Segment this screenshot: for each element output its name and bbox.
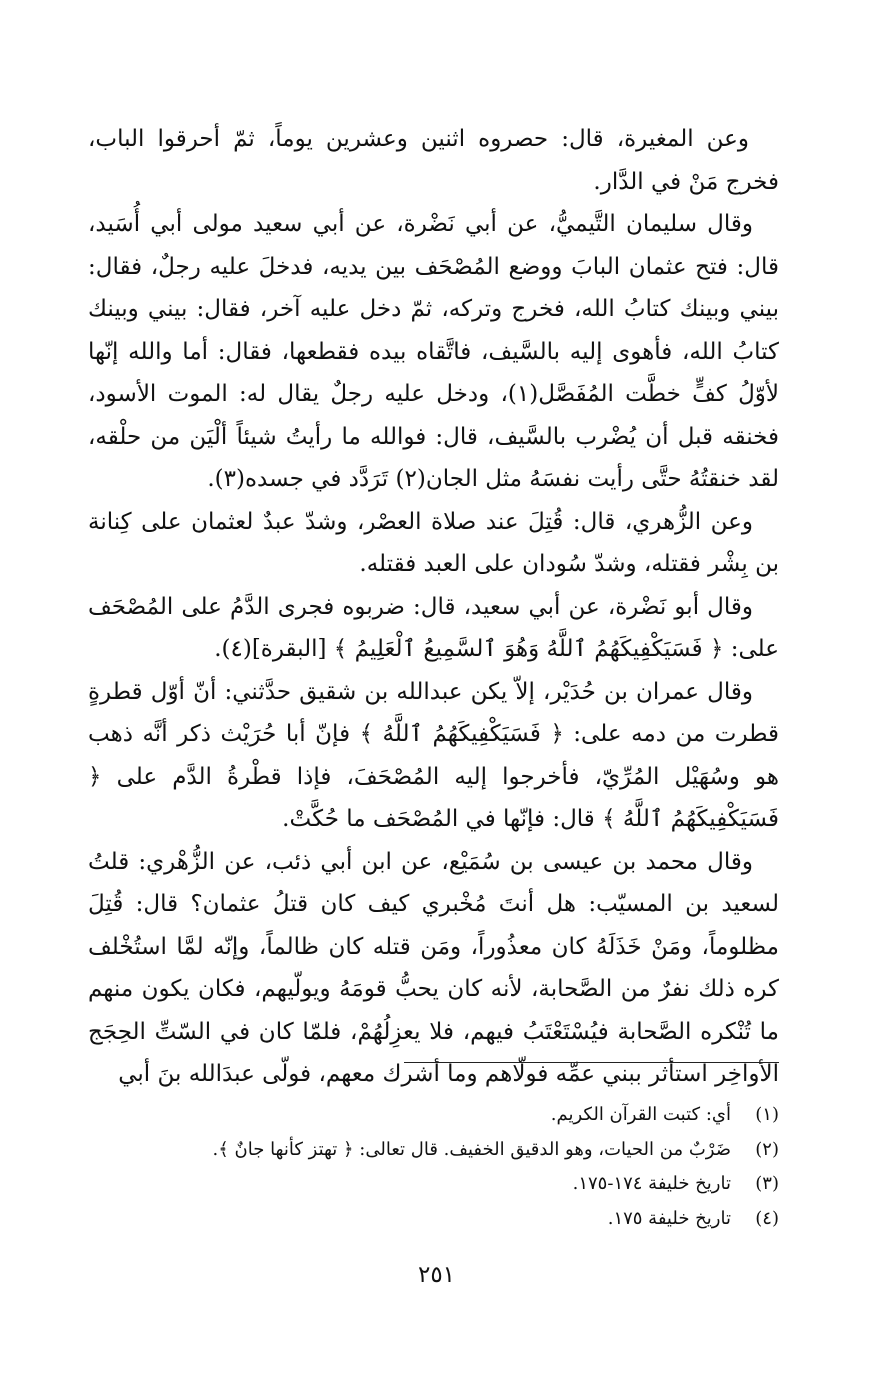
paragraph-4: وقال أبو نَضْرة، عن أبي سعيد، قال: ضربوه فجرى الدَّمُ على المُصْحَف على: ﴿ فَسَيَكْفِيكَهُمُ ٱللَّهُ وَهُوَ ٱلسَّمِيعُ ٱلْعَلِيمُ ﴾ [البقرة](٤). [88, 593, 779, 662]
paragraph-5: وقال عمران بن حُدَيْر، إلاّ يكن عبدالله بن شقيق حدَّثني: أنّ أوّل قطرةٍ قطرت من دمه على: ﴿ فَسَيَكْفِيكَهُمُ ٱللَّهُ ﴾ فإنّ أبا حُرَيْث ذكر أنَّه ذهب هو وسُهَيْل المُرِّيّ، فأخرجوا إليه المُصْحَفَ، فإذا قطْرةُ الدَّم على ﴿ فَسَيَكْفِيكَهُمُ ٱللَّهُ ﴾ قال: فإنّها في المُصْحَف ما حُكَّتْ. [88, 678, 779, 832]
paragraph-3: وعن الزُّهري، قال: قُتِلَ عند صلاة العصْر، وشدّ عبدٌ لعثمان على كِنانة بن بِشْر فقتله، وشدّ سُودان على العبد فقتله. [88, 508, 779, 577]
footnote-text: أي: كتبت القرآن الكريم. [550, 1104, 731, 1125]
footnote-number: (١) [755, 1104, 779, 1125]
paragraph-6: وقال محمد بن عيسى بن سُمَيْع، عن ابن أبي ذئب، عن الزُّهْري: قلتُ لسعيد بن المسيّب: هل أنتَ مُخْبري كيف كان قتلُ عثمان؟ قال: قُتِلَ مظلوماً، ومَنْ خَذَلَهُ كان معذُوراً، ومَن قتله كان ظالماً، وإنّه لمَّا استُخْلف كره ذلك نفرٌ من الصَّحابة، لأنه كان يحبُّ قومَهُ ويولّيهم، فكان يكون منهم ما تُنْكره الصَّحابة فيُسْتَعْتَبُ فيهم، فلا يعزِلُهُمْ، فلمّا كان في السّتِّ الحِجَج الأواخِر استأثر ببني عمِّه فولّاهم وما أشرك معهم، فولّى عبدَالله بنَ أبي [88, 848, 779, 1087]
footnote-1 [89, 1098, 779, 1133]
footnote-text: ضَرْبٌ من الحيات، وهو الدقيق الخفيف. قال تعالى: ﴿ تهتز كأنها جانٌ ﴾. [212, 1138, 731, 1160]
footnote-2 [89, 1133, 779, 1168]
paragraph-2: وقال سليمان التَّيميُّ، عن أبي نَضْرة، عن أبي سعيد مولى أبي أُسَيد، قال: فتح عثمان البابَ ووضع المُصْحَف بين يديه، فدخلَ عليه رجلٌ، فقال: بيني وبينك كتابُ الله، فخرج وتركه، ثمّ دخل عليه آخر، فقال: بيني وبينك كتابُ الله، فأهوى إليه بالسَّيف، فاتَّقاه بيده فقطعها، فقال: أما والله إنّها لأوّلُ كفٍّ خطَّت المُفَصَّل(١)، ودخل عليه رجلٌ يقال له: الموت الأسود، فخنقه قبل أن يُضْرب بالسَّيف، قال: فوالله ما رأيتُ شيئاً ألْيَن من حلْقه، لقد خنقتُهُ حتَّى رأيت نفسَهُ مثل الجان(٢) تَرَدَّد في جسده(٣). [88, 211, 780, 492]
footnote-text: تاريخ خليفة ١٧٥. [607, 1207, 731, 1229]
footnote-number: (٤) [755, 1207, 779, 1229]
page-number: ٢٥١ [417, 1262, 456, 1288]
footnotes [89, 1098, 779, 1236]
footnote-divider [404, 1062, 779, 1063]
footnote-3 [89, 1167, 779, 1202]
footnote-text: تاريخ خليفة ١٧٤-١٧٥. [572, 1173, 731, 1194]
footnote-number: (٢) [755, 1138, 779, 1160]
paragraph-1: وعن المغيرة، قال: حصروه اثنين وعشرين يوماً، ثمّ أحرقوا الباب، فخرج مَنْ في الدَّار. [88, 126, 779, 195]
footnote-number: (٣) [755, 1173, 779, 1194]
footnote-4 [89, 1202, 779, 1237]
main-text [88, 118, 779, 1096]
